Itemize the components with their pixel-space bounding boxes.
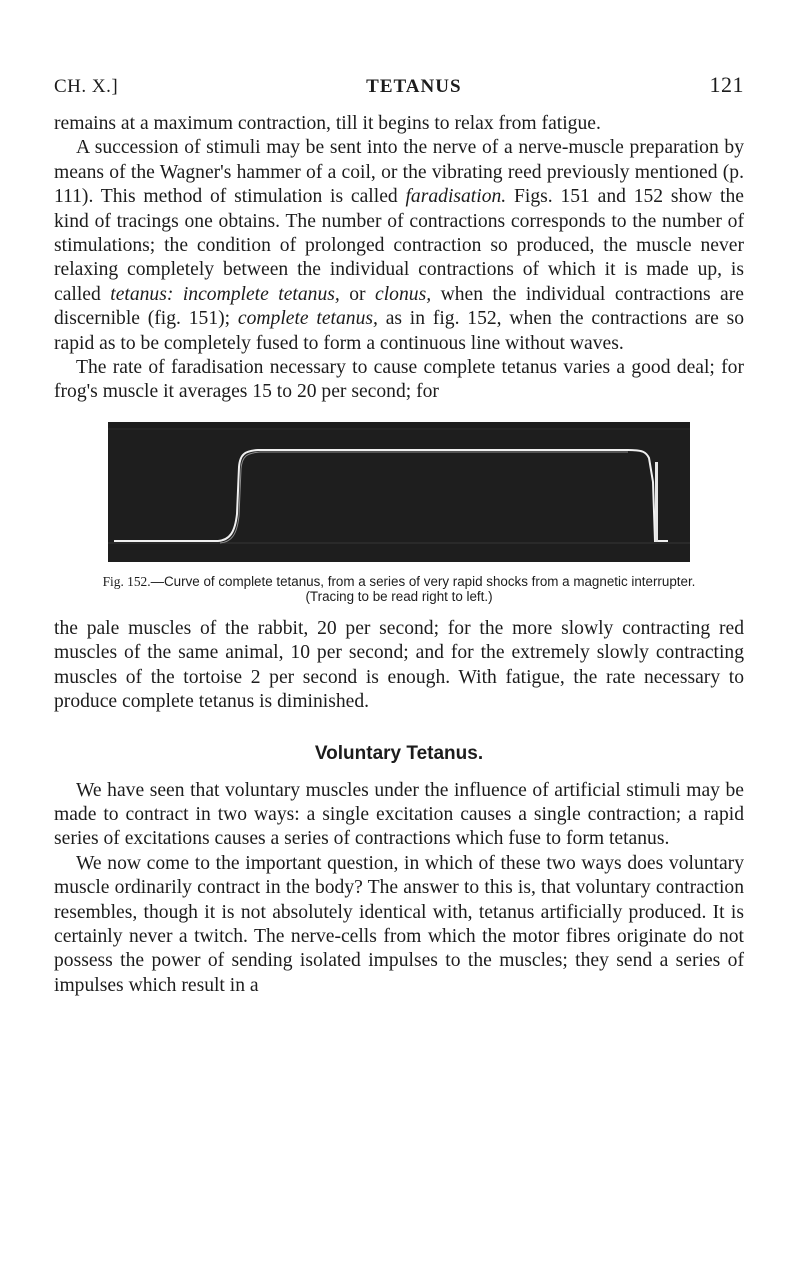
paragraph-continuation: remains at a maximum contraction, till it begins to relax from fatigue. [54, 113, 601, 134]
term-tetanus: tetanus: incomplete tetanus, [110, 283, 340, 305]
paragraph-two-ways: We have seen that voluntary muscles under the influence of artificial stimuli may be made to contract in two ways: a single excitation causes a single contraction; a rapid series of excitations causes a series of contractions which fuse to form tetanus. [54, 779, 744, 850]
running-head [54, 72, 744, 98]
baseline-mark [655, 462, 658, 542]
term-faradisation: faradisation. [405, 186, 507, 208]
page-number: 121 [709, 72, 744, 97]
paragraph-rates-continued: the pale muscles of the rabbit, 20 per second; for the more slowly contracting red muscles of the same animal, 10 per second; and for the extremely slowly contracting muscles of the tortoise 2 per second is enough. With fatigue, the rate necessary to produce complete tetanus is diminished. [54, 617, 744, 713]
text-run: Figs. 151 and 152 show the kind of tracings one obtains. The number of contractions corresponds to the number of stimulations; the condition of prolonged contraction so produced, the muscle never relaxing completely between the individual contractions of which it is made up, is called [54, 186, 744, 305]
figure-152 [54, 422, 744, 605]
caption-line-2: (Tracing to be read right to left.) [305, 589, 493, 605]
chapter-label: CH. X.] [54, 76, 119, 97]
term-clonus: clonus, [375, 283, 432, 305]
text-run: A succession of stimuli may be sent into the nerve of a nerve-muscle preparation by means of the Wagner's hammer of a coil, or the vibrating reed previously mentioned (p. 111). This method of stimulation is called [54, 137, 744, 208]
text-run: when the individual contractions are discernible (fig. 151); [54, 283, 744, 330]
section-heading: Voluntary Tetanus. [314, 742, 484, 764]
text-run: or [339, 283, 376, 305]
running-title: TETANUS [366, 76, 462, 97]
text-run: as in fig. 152, when the contractions are so rapid as to be completely fused to form a continuous line without waves. [54, 308, 744, 354]
caption-line-1: —Curve of complete tetanus, from a series of very rapid shocks from a magnetic interrupter. [150, 573, 696, 589]
paragraph-rate: The rate of faradisation necessary to cause complete tetanus varies a good deal; for frog's muscle it averages 15 to 20 per second; for [54, 357, 744, 403]
term-complete-tetanus: complete tetanus, [237, 308, 378, 330]
figure-number: Fig. 152. [102, 573, 151, 589]
paragraph-voluntary: We now come to the important question, in which of these two ways does voluntary muscle ordinarily contract in the body? The answer to this is, that voluntary contraction resembles, though it is not absolutely identical with, tetanus artificially produced. It is certainly never a twitch. The nerve-cells from which the motor fibres originate do not possess the power of sending isolated impulses to the muscles; they send a series of impulses which result in a [54, 852, 744, 996]
figure-caption [54, 574, 744, 605]
book-page [54, 72, 744, 998]
tetanus-tracing [108, 422, 690, 562]
paragraph-faradisation [54, 136, 744, 356]
